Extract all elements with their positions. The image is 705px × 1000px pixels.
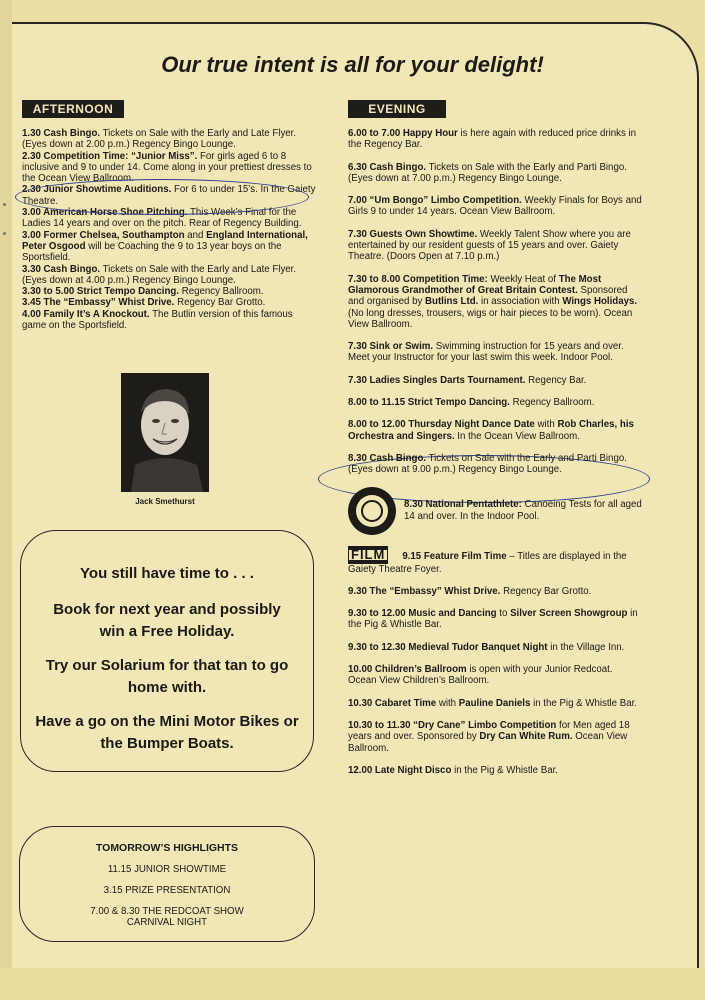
listing-item: 3.00 American Horse Shoe Pitching. This Week’s Final for the Ladies 14 years and over on the pitch. Rear of Regency Building. [22, 207, 302, 230]
tomorrow-header: TOMORROW’S HIGHLIGHTS [95, 842, 239, 854]
listing-item: 10.30 Cabaret Time with Pauline Daniels in the Pig & Whistle Bar. [348, 697, 637, 709]
listing-item: 2.30 Junior Showtime Auditions. For 6 to under 15’s. In the Gaiety Theatre. [22, 184, 316, 207]
highlight-line: 3.15 PRIZE PRESENTATION [103, 885, 231, 896]
paper-bottom-margin [0, 968, 705, 1000]
film-logo-icon: FILM [348, 546, 388, 564]
page-title: Our true intent is all for your delight! [161, 52, 544, 77]
evening-header: EVENING [348, 100, 446, 118]
listing-item: 9.30 to 12.00 Music and Dancing to Silver Screen Showgroup in the Pig & Whistle Bar. [348, 608, 638, 631]
listing-item: 6.00 to 7.00 Happy Hour is here again with reduced price drinks in the Regency Bar. [348, 128, 637, 151]
listing-item: 7.30 to 8.00 Competition Time: Weekly Heat of The Most Glamorous Grandmother of Great Britain Contest. Sponsored and organised by Butlins Ltd. in association with Wings Holidays. (No long dresses, trousers, wigs or hair pieces to be worn). Ocean View Ballroom. [348, 273, 638, 330]
listing-item: 8.30 Cash Bingo. Tickets on Sale with the Early and Parti Bingo. (Eyes down at 9.00 p.m.) Regency Bingo Lounge. [348, 452, 627, 476]
promo-box [20, 530, 314, 772]
listing-item: 12.00 Late Night Disco in the Pig & Whistle Bar. [348, 764, 558, 776]
highlight-line: 11.15 JUNIOR SHOWTIME [107, 864, 227, 875]
afternoon-listings [22, 128, 316, 331]
listing-item: 7.00 “Um Bongo” Limbo Competition. Weekly Finals for Boys and Girls 9 to under 14 years. Ocean View Ballroom. [348, 195, 642, 218]
paper-left-margin [0, 0, 12, 1000]
tomorrow-highlights-box [19, 826, 315, 942]
listing-item: 10.30 to 11.30 “Dry Cane” Limbo Competition for Men aged 18 years and over. Sponsored by Dry Can White Rum. Ocean View Ballroom. [348, 719, 630, 754]
listing-item: 7.30 Sink or Swim. Swimming instruction for 15 years and over. Meet your Instructor for your last swim this week. Indoor Pool. [348, 341, 624, 364]
listing-item: 6.30 Cash Bingo. Tickets on Sale with the Early and Parti Bingo. (Eyes down at 7.00 p.m.) Regency Bingo Lounge. [348, 161, 627, 184]
listing-item: 3.30 to 5.00 Strict Tempo Dancing. Regency Ballroom. [22, 286, 264, 298]
evening-listings [348, 128, 643, 787]
pentathlete-badge-icon [348, 487, 396, 535]
afternoon-header: AFTERNOON [22, 100, 124, 118]
highlight-line: 7.00 & 8.30 THE REDCOAT SHOW [90, 906, 244, 917]
photo-caption: Jack Smethurst [135, 497, 195, 506]
listing-item: 7.30 Guests Own Showtime. Weekly Talent Show where you are entertained by our resident guests of 15 years and over. Gaiety Theatre. (Doors Open at 7.10 p.m.) [348, 228, 631, 263]
listing-item: 3.00 Former Chelsea, Southampton and England International, Peter Osgood will be Coaching the 9 to 13 year boys on the Sportsfield. [22, 229, 308, 264]
promo-line: Book for next year and possibly win a Free Holiday. [53, 601, 281, 640]
highlight-line-cont: CARNIVAL NIGHT [126, 917, 208, 928]
listing-item: FILM 9.15 Feature Film Time – Titles are displayed in the Gaiety Theatre Foyer. [348, 546, 627, 575]
punch-hole [3, 232, 6, 235]
listing-item: 3.30 Cash Bingo. Tickets on Sale with the Early and Late Flyer. (Eyes down at 4.00 p.m.) Regency Bingo Lounge. [22, 263, 297, 286]
portrait-photo [121, 373, 209, 492]
listing-item: 8.00 to 11.15 Strict Tempo Dancing. Regency Ballroom. [348, 397, 595, 409]
listing-item: 9.30 to 12.30 Medieval Tudor Banquet Night in the Village Inn. [348, 641, 625, 653]
listing-item: 8.30 National Pentathlete: Canoeing Tests for all aged 14 and over. In the Indoor Pool. [348, 487, 643, 535]
listing-item: 8.00 to 12.00 Thursday Night Dance Date with Rob Charles, his Orchestra and Singers. In the Ocean View Ballroom. [348, 419, 634, 442]
promo-line: You still have time to . . . [80, 565, 254, 582]
punch-hole [3, 203, 6, 206]
listing-item: 2.30 Competition Time: “Junior Miss”. For girls aged 6 to 8 inclusive and 9 to under 14. Come along in your prettiest dresses to the Ocean View Ballroom. [22, 150, 312, 185]
listing-item: 10.00 Children’s Ballroom is open with your Junior Redcoat. Ocean View Children’s Ballroom. [348, 664, 613, 687]
listing-item: 3.45 The “Embassy” Whist Drive. Regency Bar Grotto. [22, 297, 266, 309]
listing-item: 1.30 Cash Bingo. Tickets on Sale with the Early and Late Flyer. (Eyes down at 2.00 p.m.) Regency Bingo Lounge. [22, 128, 297, 151]
listing-item: 7.30 Ladies Singles Darts Tournament. Regency Bar. [348, 374, 587, 386]
promo-line: Have a go on the Mini Motor Bikes or the Bumper Boats. [35, 713, 299, 752]
promo-line: Try our Solarium for that tan to go home with. [45, 657, 289, 696]
listing-item: 4.00 Family It’s A Knockout. The Butlin version of this famous game on the Sportsfield. [22, 308, 293, 332]
listing-item: 9.30 The “Embassy” Whist Drive. Regency Bar Grotto. [348, 585, 592, 597]
